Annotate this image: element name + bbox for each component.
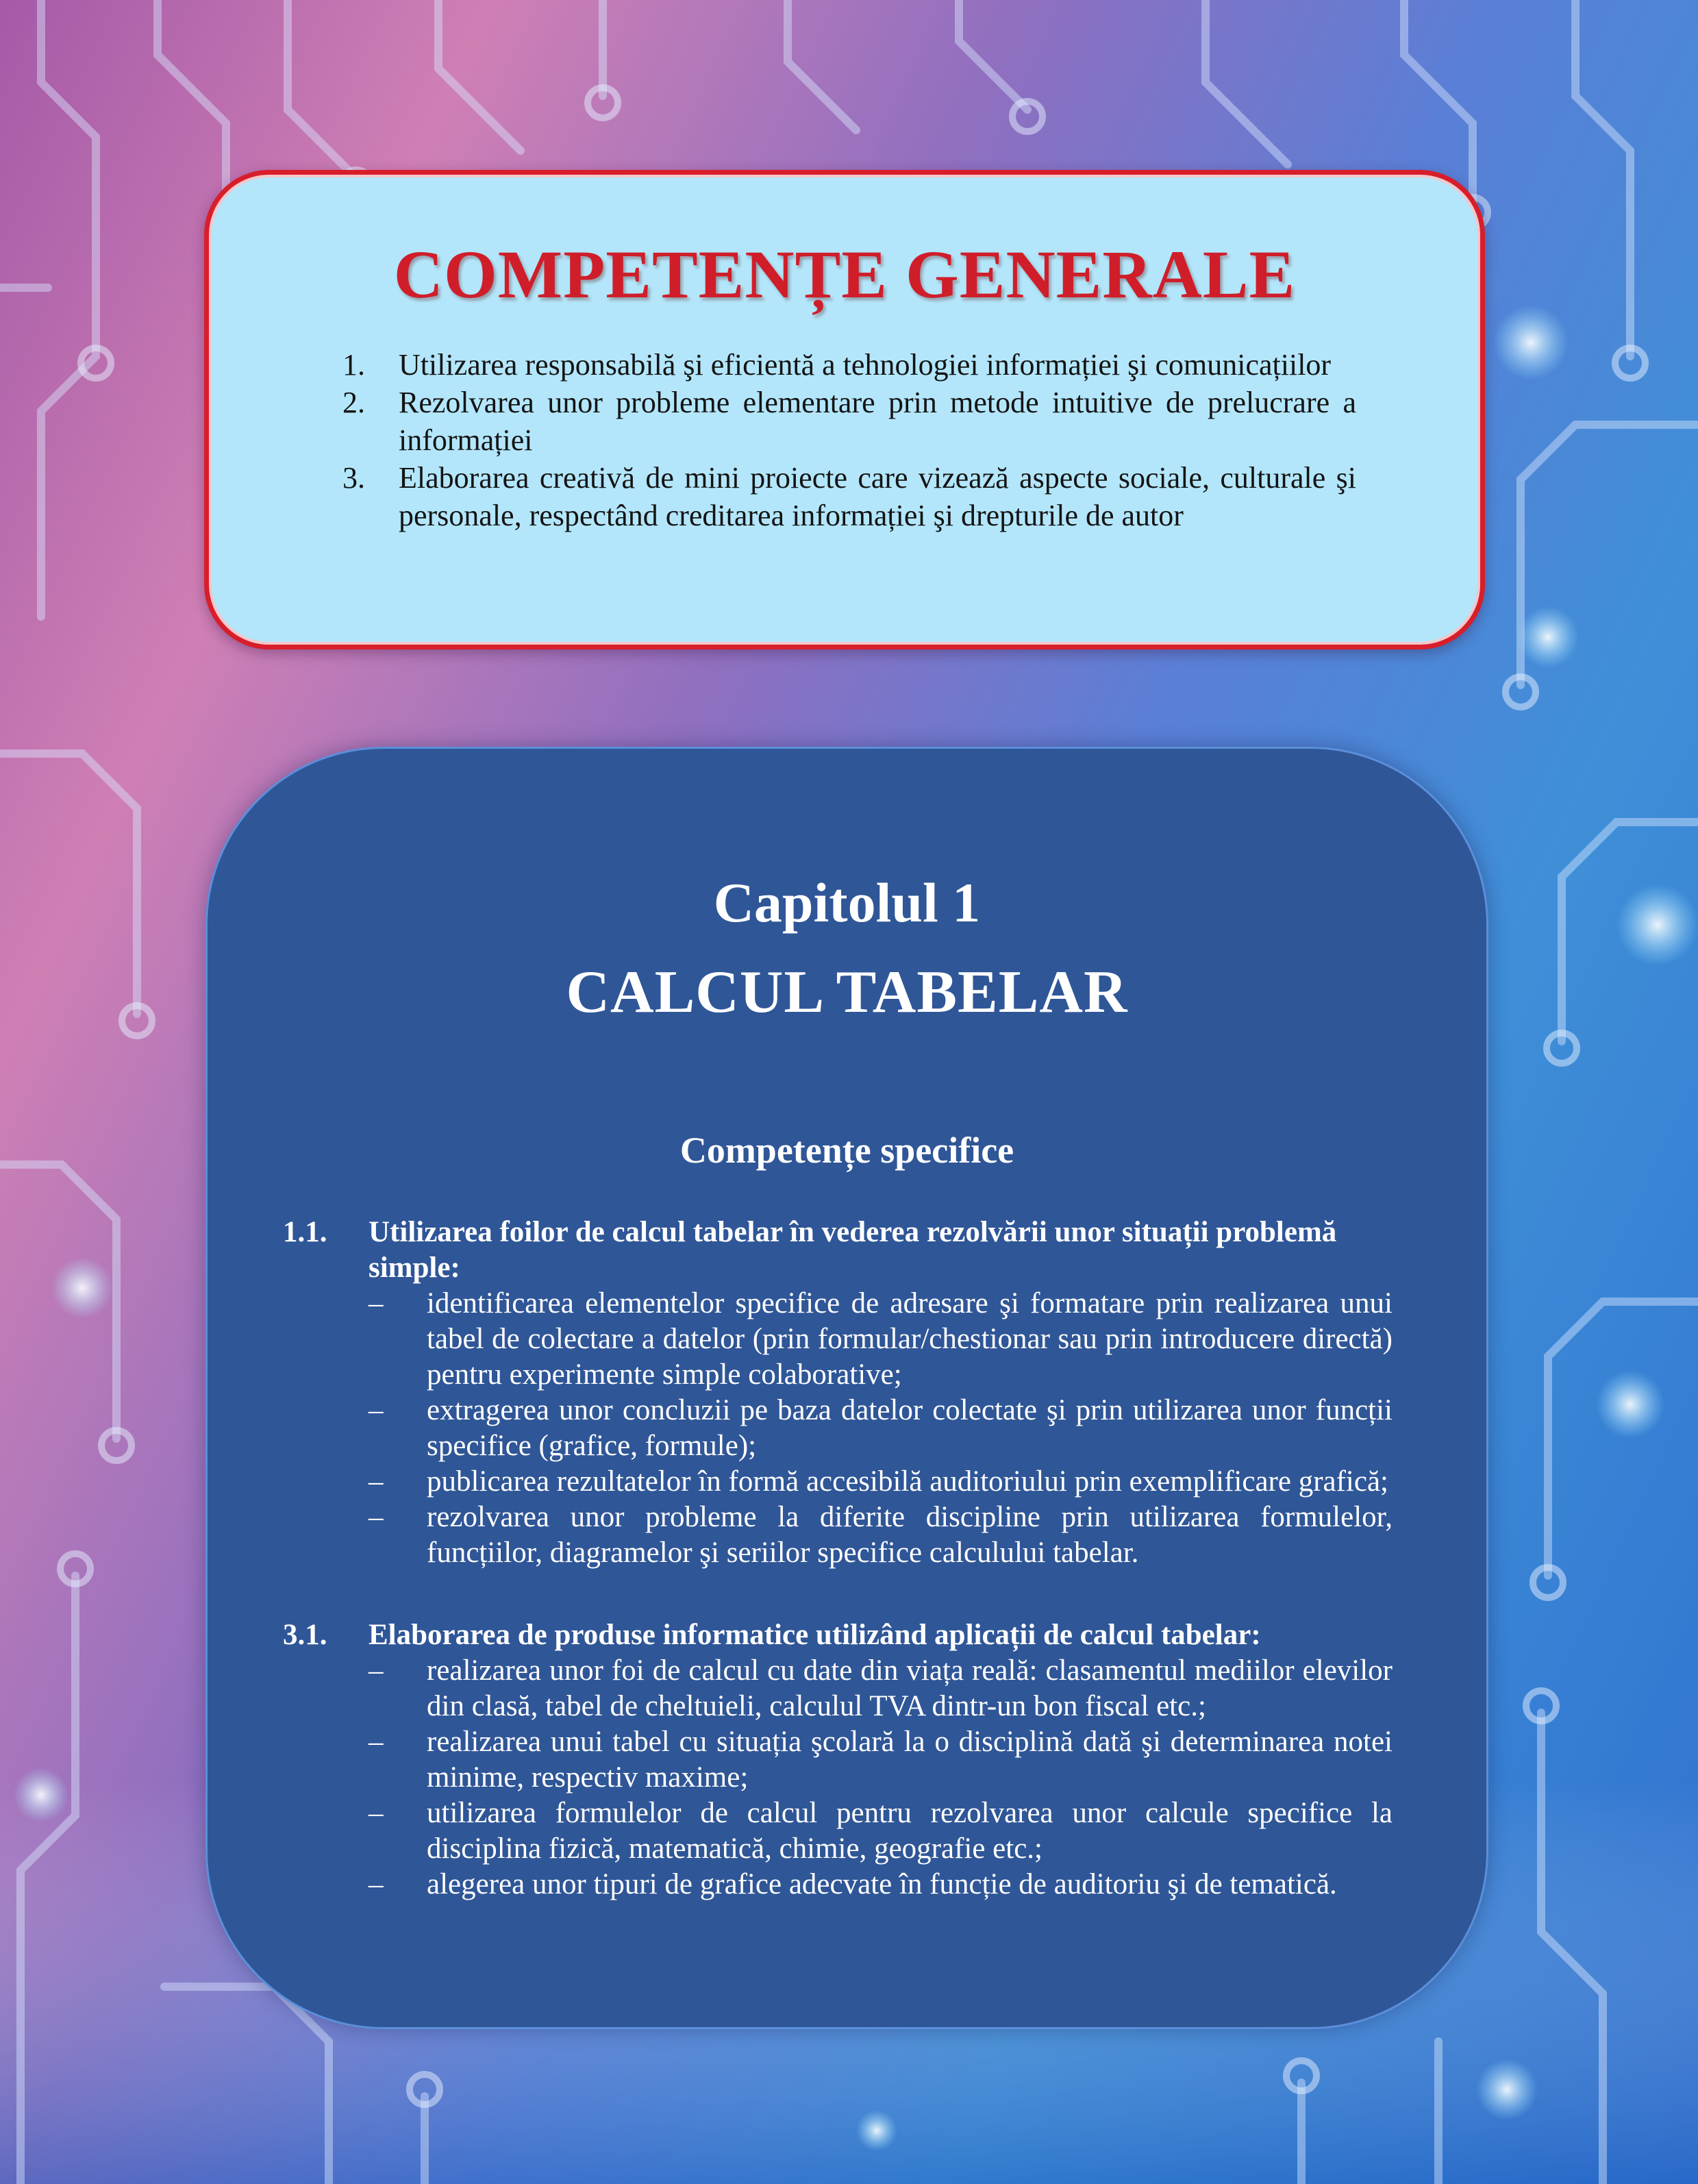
list-item-text: realizarea unor foi de calcul cu date din viața reală: clasamentul mediilor elevilor din clasă, tabel de cheltuieli, calculul TVA dintr-un bon fiscal etc.; [427,1654,1393,1722]
list-item-text: realizarea unui tabel cu situația şcolară la o disciplină dată şi determinarea notei minime, respectiv maxime; [427,1726,1393,1794]
list-item [369,1500,1393,1571]
general-competences-title: COMPETENȚE GENERALE [393,236,1296,312]
dash-bullet: – [369,1726,384,1758]
specific-competences-heading: Competențe specifice [679,1130,1014,1171]
dash-bullet: – [369,1501,384,1533]
list-item-text: alegerea unor tipuri de grafice adecvate în funcție de auditoriu şi de tematică. [427,1868,1337,1900]
list-item-number: 2. [342,386,365,419]
list-item-text: Elaborarea creativă de mini proiecte care vizează aspecte sociale, culturale şi personale, respectând creditarea informației şi drepturile de autor [399,461,1356,532]
list-item-text: Utilizarea responsabilă şi eficientă a tehnologiei informației şi comunicațiilor [399,348,1332,382]
list-item [369,1724,1393,1796]
general-competences-list [342,346,1356,534]
section-number: 3.1. [283,1619,327,1651]
section-number: 1.1. [283,1216,327,1248]
list-item-text: publicarea rezultatelor în formă accesibilă auditoriului prin exemplificare grafică; [427,1465,1388,1498]
list-item [369,1796,1393,1867]
specific-competence-section [283,1617,1393,1902]
dash-bullet: – [369,1797,384,1829]
section-title: Elaborarea de produse informatice utilizând aplicații de calcul tabelar: [369,1619,1261,1651]
chapter-title: CALCUL TABELAR [566,959,1128,1026]
list-item-number: 1. [342,348,365,382]
section-title: Utilizarea foilor de calcul tabelar în vederea rezolvării unor situații problemă simple: [369,1216,1337,1284]
list-item [342,459,1356,534]
section-item-list [369,1286,1393,1571]
dash-bullet: – [369,1394,384,1426]
specific-competence-section [283,1215,1393,1571]
list-item [369,1867,1393,1902]
chapter-box [205,747,1488,2029]
list-item-text: Rezolvarea unor probleme elementare prin metode intuitive de prelucrare a informației [399,386,1356,457]
dash-bullet: – [369,1654,384,1687]
chapter-label: Capitolul 1 [713,871,981,934]
list-item-text: identificarea elementelor specifice de adresare şi formatare prin realizarea unui tabel de colectare a datelor (prin formular/chestionar sau prin introducere directă) pentru experimente simple colaborative; [427,1287,1393,1391]
list-item [342,346,1356,384]
list-item [342,384,1356,459]
list-item-number: 3. [342,461,365,495]
list-item [369,1393,1393,1464]
section-item-list [369,1653,1393,1902]
dash-bullet: – [369,1465,384,1498]
list-item [369,1653,1393,1724]
list-item [369,1464,1393,1500]
list-item-text: utilizarea formulelor de calcul pentru rezolvarea unor calcule specifice la disciplina fizică, matematică, chimie, geografie etc.; [427,1797,1393,1865]
list-item-text: rezolvarea unor probleme la diferite discipline prin utilizarea formulelor, funcțiilor, diagramelor şi seriilor specifice calculului tabelar. [427,1501,1393,1569]
list-item [369,1286,1393,1393]
list-item-text: extragerea unor concluzii pe baza datelor colectate şi prin utilizarea unor funcții specifice (grafice, formule); [427,1394,1393,1462]
dash-bullet: – [369,1868,384,1900]
dash-bullet: – [369,1287,384,1319]
general-competences-box [204,170,1485,649]
